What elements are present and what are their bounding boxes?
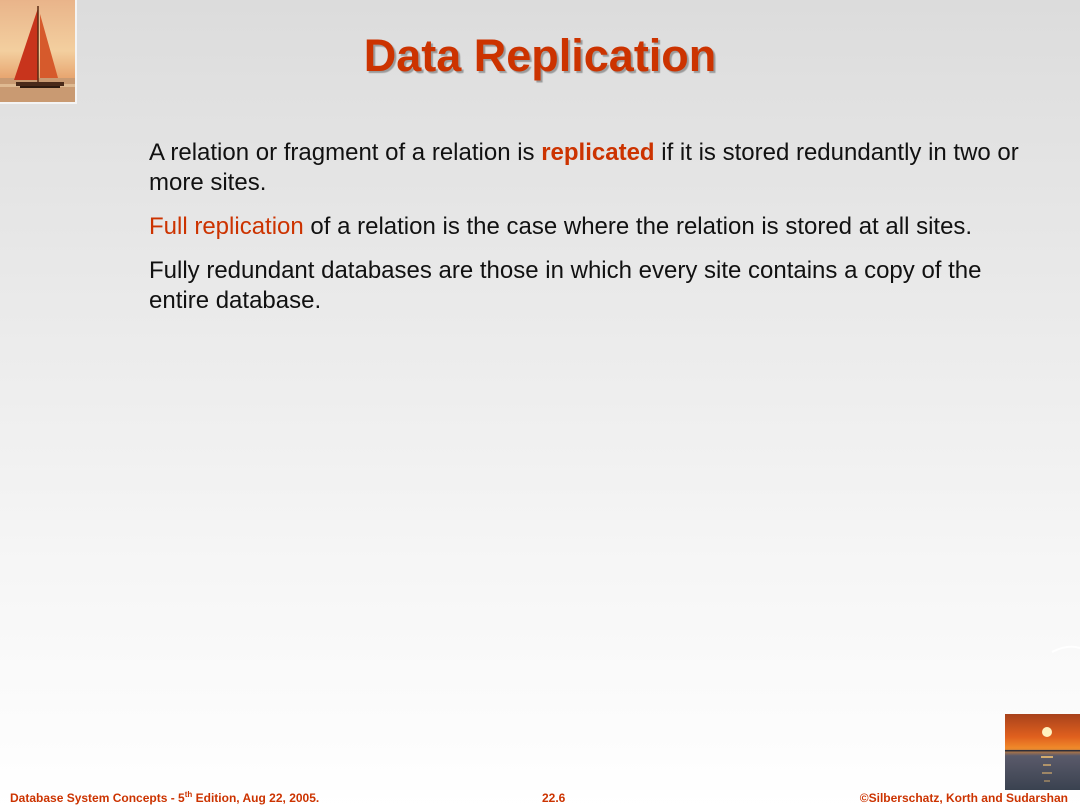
- paragraph-replicated: [149, 138, 1029, 198]
- sunset-logo-icon: [1005, 714, 1080, 790]
- term-replicated: replicated: [541, 139, 655, 166]
- slide-title: Data Replication: [363, 30, 717, 81]
- paragraph-full-replication: [149, 212, 1029, 242]
- footer-book-sup: th: [184, 790, 193, 799]
- footer-copyright: ©Silberschatz, Korth and Sudarshan: [859, 791, 1068, 805]
- paragraph-fully-redundant: [149, 256, 1029, 316]
- footer-book-prefix: Database System Concepts - 5: [10, 791, 185, 805]
- term-full-replication: Full replication: [149, 213, 304, 240]
- slide-content: [149, 138, 1029, 330]
- footer-book-info: [10, 791, 319, 805]
- paragraph-text: if it is stored redundantly in two or more sites.: [149, 139, 1019, 196]
- decorative-curve-icon: [1040, 640, 1080, 700]
- paragraph-text: of a relation is the case where the relation is stored at all sites.: [303, 213, 973, 240]
- footer-book-suffix: Edition, Aug 22, 2005.: [192, 791, 320, 805]
- paragraph-text: A relation or fragment of a relation is: [149, 139, 542, 166]
- footer-page-number: 22.6: [542, 791, 566, 805]
- paragraph-text: Fully redundant databases are those in which every site contains a copy of the entire database.: [149, 257, 982, 314]
